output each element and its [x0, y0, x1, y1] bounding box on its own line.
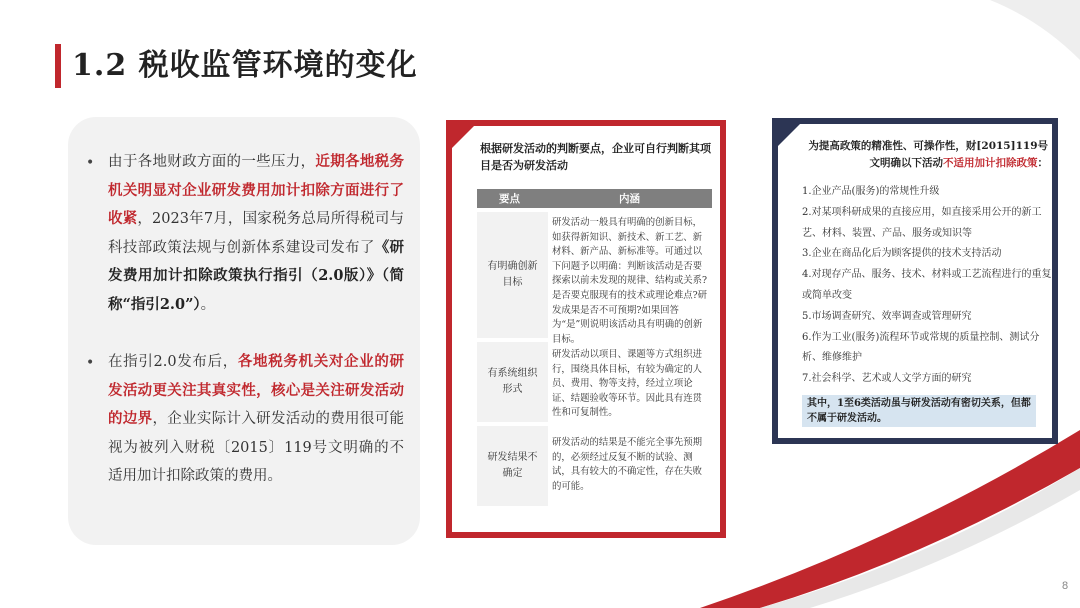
excluded-note: 其中，1至6类活动虽与研发活动有密切关系，但都不属于研发活动。 — [802, 395, 1036, 427]
excluded-heading-a: 为提高政策的精准性、可操作性，财[2015]119号文明确以下活动 — [808, 140, 1048, 169]
list-item: 4.对现存产品、服务、技术、材料或工艺流程进行的重复或简单改变 — [802, 269, 1052, 301]
excluded-heading-c: ： — [1037, 157, 1048, 169]
excluded-heading-highlight: 不适用加计扣除政策 — [943, 157, 1038, 169]
red-corner-triangle — [452, 126, 476, 150]
row-key-2: 有系统组织形式 — [477, 342, 548, 422]
p1-bold: 《研发费用加计扣除政策执行指引（2.0版）》（简称“指引2.0”） — [108, 238, 405, 313]
list-item: 7.社会科学、艺术或人文学方面的研究 — [802, 373, 972, 385]
page-number: 8 — [1062, 580, 1069, 592]
col-header-key: 要点 — [499, 193, 520, 205]
rd-criteria-heading: 根据研发活动的判断要点，企业可自行判断其项目是否为研发活动 — [480, 142, 711, 172]
rd-criteria-card — [446, 120, 726, 538]
row-key-3: 研发结果不确定 — [477, 426, 548, 506]
row-key-1: 有明确创新目标 — [477, 212, 548, 338]
p1-text-a: 由于各地财政方面的一些压力， — [108, 154, 316, 170]
paragraph-2 — [108, 348, 404, 491]
list-item: 6.作为工业(服务)流程环节或常规的质量控制、测试分析、维修维护 — [802, 331, 1040, 364]
row-value-3: 研发活动的结果是不能完全事先预期的，必须经过反复不断的试验、测试，具有较大的不确定性，存在失败的可能。 — [552, 437, 703, 492]
title-accent-bar — [55, 44, 61, 88]
row-value-1: 研发活动一般具有明确的创新目标，如获得新知识、新技术、新工艺、新材料、新产品、新标准等。可通过以下问题予以明确：判断该活动是否要探索以前未发现的规律、结构或关系?是否要克服现有的技术或理论难点?研发成果是否不可预期?如果回答为“是”则说明该活动具有明确的创新目标。 — [552, 217, 708, 345]
excluded-list — [802, 182, 1052, 390]
bullet-2: • — [86, 355, 95, 371]
page-title: 1.2 税收监管环境的变化 — [72, 48, 418, 83]
list-item: 3.企业在商品化后为顾客提供的技术支持活动 — [802, 248, 1002, 260]
col-header-value: 内涵 — [619, 193, 640, 205]
p2-highlight: 各地税务机关对企业的研发活动更关注其真实性，核心是关注研发活动的边界 — [108, 353, 405, 428]
navy-corner-triangle — [778, 124, 802, 148]
p2-text-c: ，企业实际计入研发活动的费用很可能视为被列入财税〔2015〕119号文明确的不适用加计扣除政策的费用。 — [108, 411, 405, 485]
list-item: 1.企业产品(服务)的常规性升级 — [802, 186, 940, 197]
excluded-heading — [802, 138, 1048, 172]
table-header — [477, 189, 712, 208]
list-item: 2.对某项科研成果的直接应用，如直接采用公开的新工艺、材料、装置、产品、服务或知识等 — [802, 206, 1042, 239]
row-value-2: 研发活动以项目、课题等方式组织进行，围绕具体目标，有较为确定的人员、费用、物等支持，经过立项论证、结题验收等环节。因此具有连贯性和可复制性。 — [552, 349, 703, 419]
p2-text-a: 在指引2.0发布后， — [108, 354, 238, 370]
left-text-panel — [68, 117, 420, 545]
bullet-1: • — [86, 155, 95, 171]
p1-highlight: 近期各地税务机关明显对企业研发费用加计扣除方面进行了收紧 — [108, 153, 405, 228]
excluded-activities-card — [772, 118, 1058, 444]
paragraph-1 — [108, 148, 404, 320]
p1-text-c: ，2023年7月，国家税务总局所得税司与科技部政策法规与创新体系建设司发布了 — [108, 211, 404, 256]
p1-text-e: 。 — [200, 296, 216, 313]
list-item: 5.市场调查研究、效率调查或管理研究 — [802, 310, 972, 322]
